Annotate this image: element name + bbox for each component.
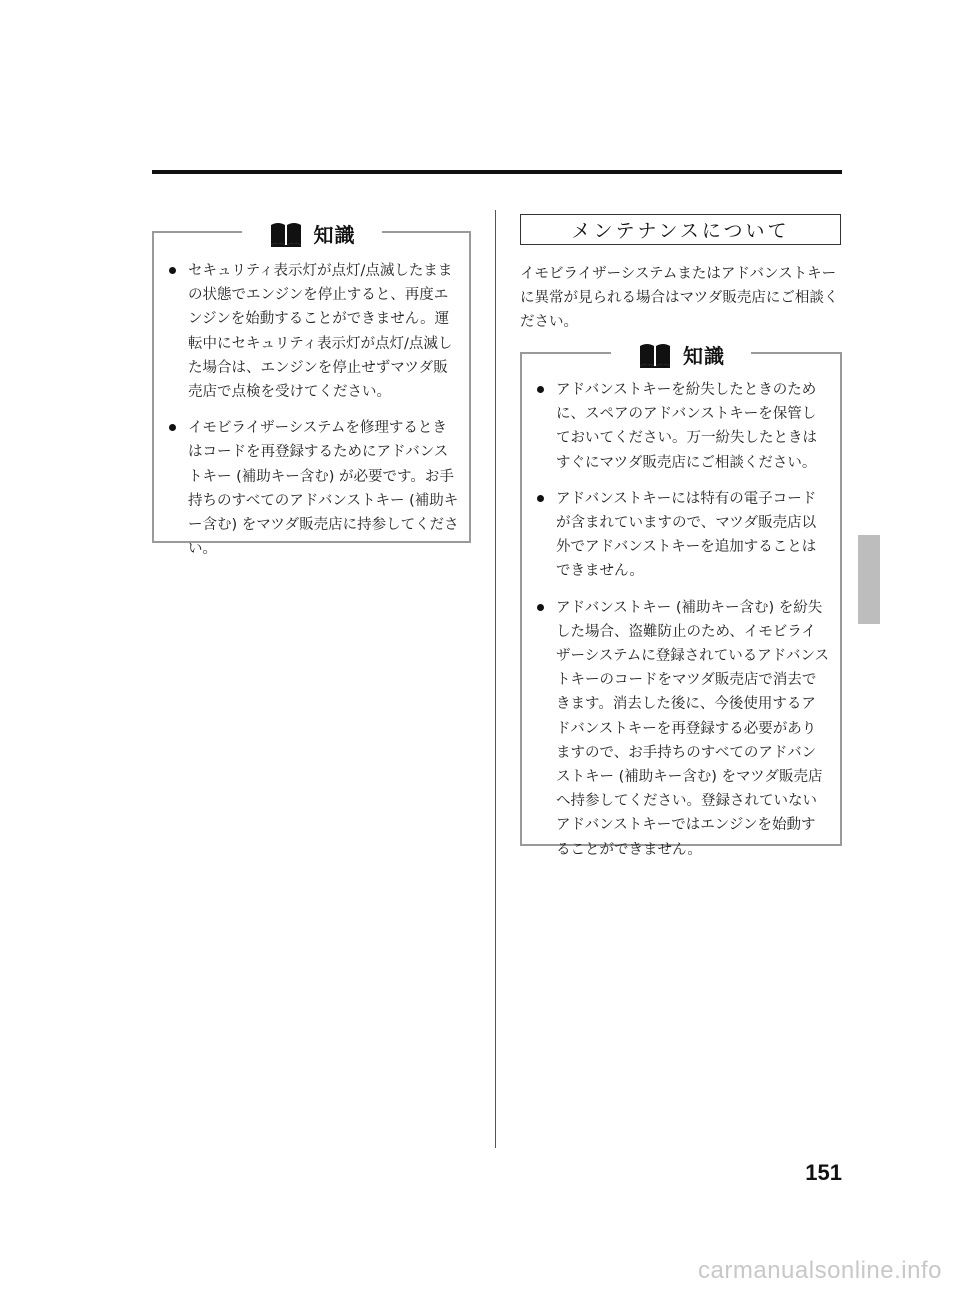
bullet-dot (537, 604, 544, 611)
section-intro: イモビライザーシステムまたはアドバンストキーに異常が見られる場合はマツダ販売店にご相談ください。 (520, 266, 839, 331)
list-item: アドバンストキーには特有の電子コードが含まれていますので、マツダ販売店以外でアドバンストキーを追加することはできません。 (534, 487, 830, 584)
left-knowledge-title: 知識 (313, 222, 356, 247)
right-knowledge-title: 知識 (683, 343, 725, 368)
bullet-dot (169, 267, 176, 274)
left-knowledge-box (152, 222, 471, 558)
left-knowledge-list (166, 259, 459, 561)
right-knowledge-box (520, 343, 842, 858)
section-header: メンテナンスについて (520, 214, 841, 245)
bullet-dot (537, 386, 544, 393)
right-knowledge-list (534, 378, 830, 862)
right-knowledge-header (522, 334, 840, 374)
list-item: アドバンストキー (補助キー含む) を紛失した場合、盗難防止のため、イモビライザーシステムに登録されているアドバンストキーのコードをマツダ販売店で消去できます。消去した後に、今後使用するアドバンストキーを再登録する必要がありますので、お手持ちのすべてのアドバンストキー (補助キー含む) をマツダ販売店へ持参してください。登録されていないアドバンストキーではエンジンを始動することができません。 (534, 596, 830, 862)
column-divider (495, 210, 496, 1148)
chapter-side-tab (858, 535, 880, 624)
book-icon (268, 219, 304, 247)
book-icon (637, 340, 673, 368)
list-item: アドバンストキーを紛失したときのために、スペアのアドバンストキーを保管しておいてください。万一紛失したときはすぐにマツダ販売店にご相談ください。 (534, 378, 830, 475)
watermark: carmanualsonline.info (698, 1257, 942, 1284)
list-item: セキュリティ表示灯が点灯/点滅したままの状態でエンジンを停止すると、再度エンジンを始動することができません。運転中にセキュリティ表示灯が点灯/点滅した場合は、エンジンを停止せずマツダ販売店で点検を受けてください。 (166, 259, 459, 404)
top-rule (152, 170, 842, 174)
page-number: 151 (805, 1160, 842, 1185)
bullet-dot (169, 424, 176, 431)
bullet-dot (537, 495, 544, 502)
left-knowledge-header (154, 213, 469, 253)
list-item: イモビライザーシステムを修理するときはコードを再登録するためにアドバンストキー (補助キー含む) が必要です。お手持ちのすべてのアドバンストキー (補助キー含む) をマツダ販売店に持参してください。 (166, 416, 459, 561)
